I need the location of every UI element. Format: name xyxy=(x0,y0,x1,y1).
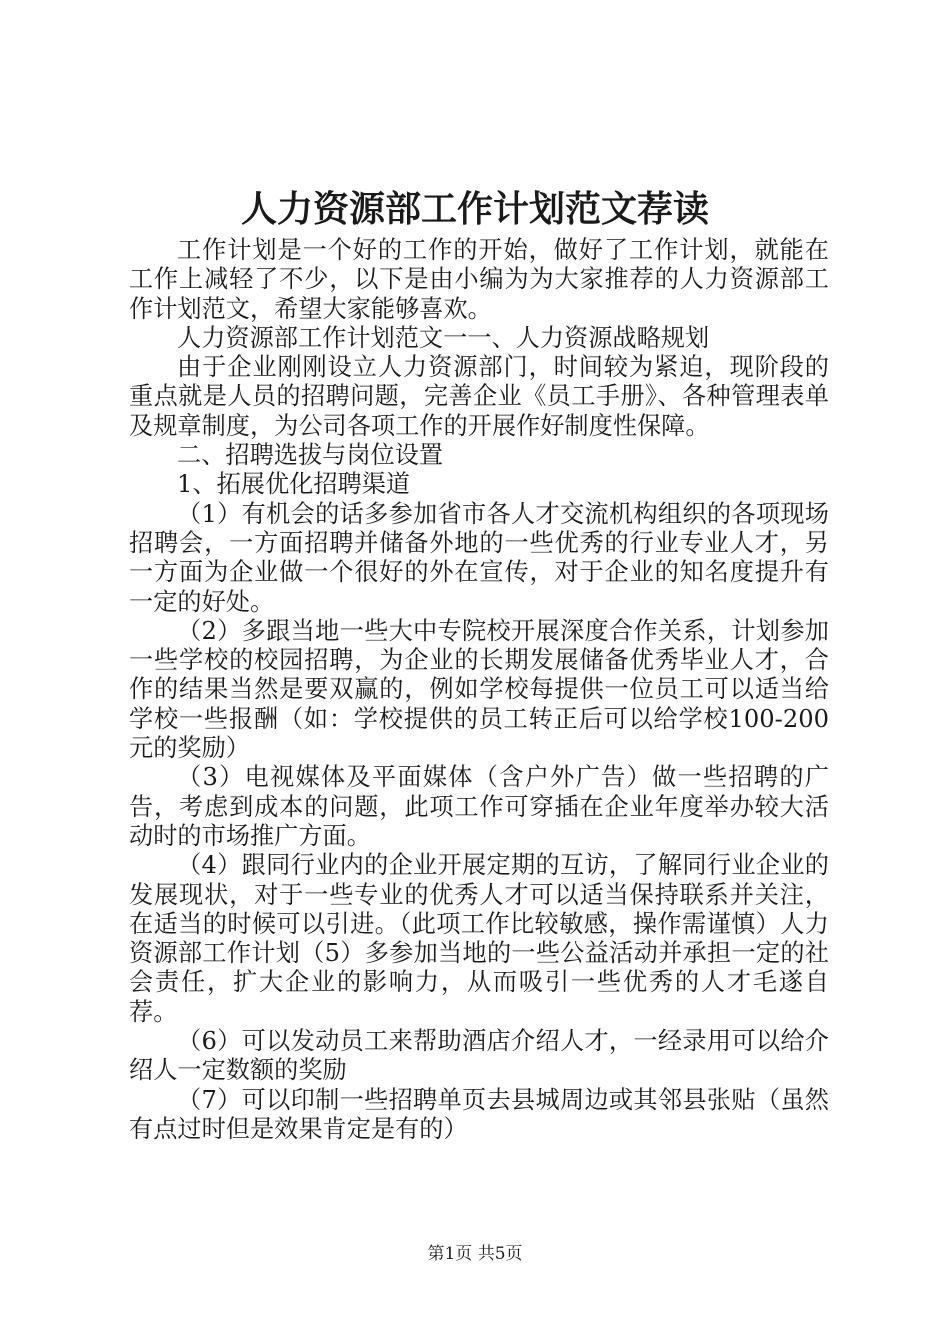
paragraph-item-2: （2）多跟当地一些大中专院校开展深度合作关系，计划参加一些学校的校园招聘，为企业的长期发展储备优秀毕业人才，合作的结果当然是要双赢的，例如学校每提供一位员工可以适当给学校一些报酬（如：学校提供的员工转正后可以给学校100-200元的奖励） xyxy=(129,616,829,763)
paragraph-item-3: （3）电视媒体及平面媒体（含户外广告）做一些招聘的广告，考虑到成本的问题，此项工作可穿插在企业年度举办较大活动时的市场推广方面。 xyxy=(129,763,829,850)
paragraph-intro: 工作计划是一个好的工作的开始，做好了工作计划，就能在工作上减轻了不少，以下是由小编为为大家推荐的人力资源部工作计划范文，希望大家能够喜欢。 xyxy=(129,236,829,323)
paragraph-strategy: 由于企业刚刚设立人力资源部门，时间较为紧迫，现阶段的重点就是人员的招聘问题，完善企业《员工手册》、各种管理表单及规章制度，为公司各项工作的开展作好制度性保障。 xyxy=(129,353,829,440)
paragraph-heading-channels: 1、拓展优化招聘渠道 xyxy=(177,470,411,499)
page-title: 人力资源部工作计划范文荐读 xyxy=(240,188,709,230)
paragraph-item-6: （6）可以发动员工来帮助酒店介绍人才，一经录用可以给介绍人一定数额的奖励 xyxy=(129,1027,829,1085)
paragraph-heading-strategy: 人力资源部工作计划范文一一、人力资源战略规划 xyxy=(177,323,710,352)
paragraph-item-4: （4）跟同行业内的企业开展定期的互访，了解同行业企业的发展现状，对于一些专业的优秀人才可以适当保持联系并关注，在适当的时候可以引进。（此项工作比较敏感，操作需谨慎）人力资源部工作计划（5）多参加当地的一些公益活动并承担一定的社会责任，扩大企业的影响力，从而吸引一些优秀的人才毛遂自荐。 xyxy=(129,851,829,1026)
paragraph-item-1: （1）有机会的话多参加省市各人才交流机构组织的各项现场招聘会，一方面招聘并储备外地的一些优秀的行业专业人才，另一方面为企业做一个很好的外在宣传，对于企业的知名度提升有一定的好处。 xyxy=(129,499,829,616)
document-body xyxy=(129,236,829,1144)
paragraph-heading-recruitment: 二、招聘选拔与岗位设置 xyxy=(177,441,444,470)
paragraph-item-7: （7）可以印制一些招聘单页去县城周边或其邻县张贴（虽然有点过时但是效果肯定是有的） xyxy=(129,1085,829,1143)
page-number-footer: 第1页 共5页 xyxy=(427,1244,523,1264)
